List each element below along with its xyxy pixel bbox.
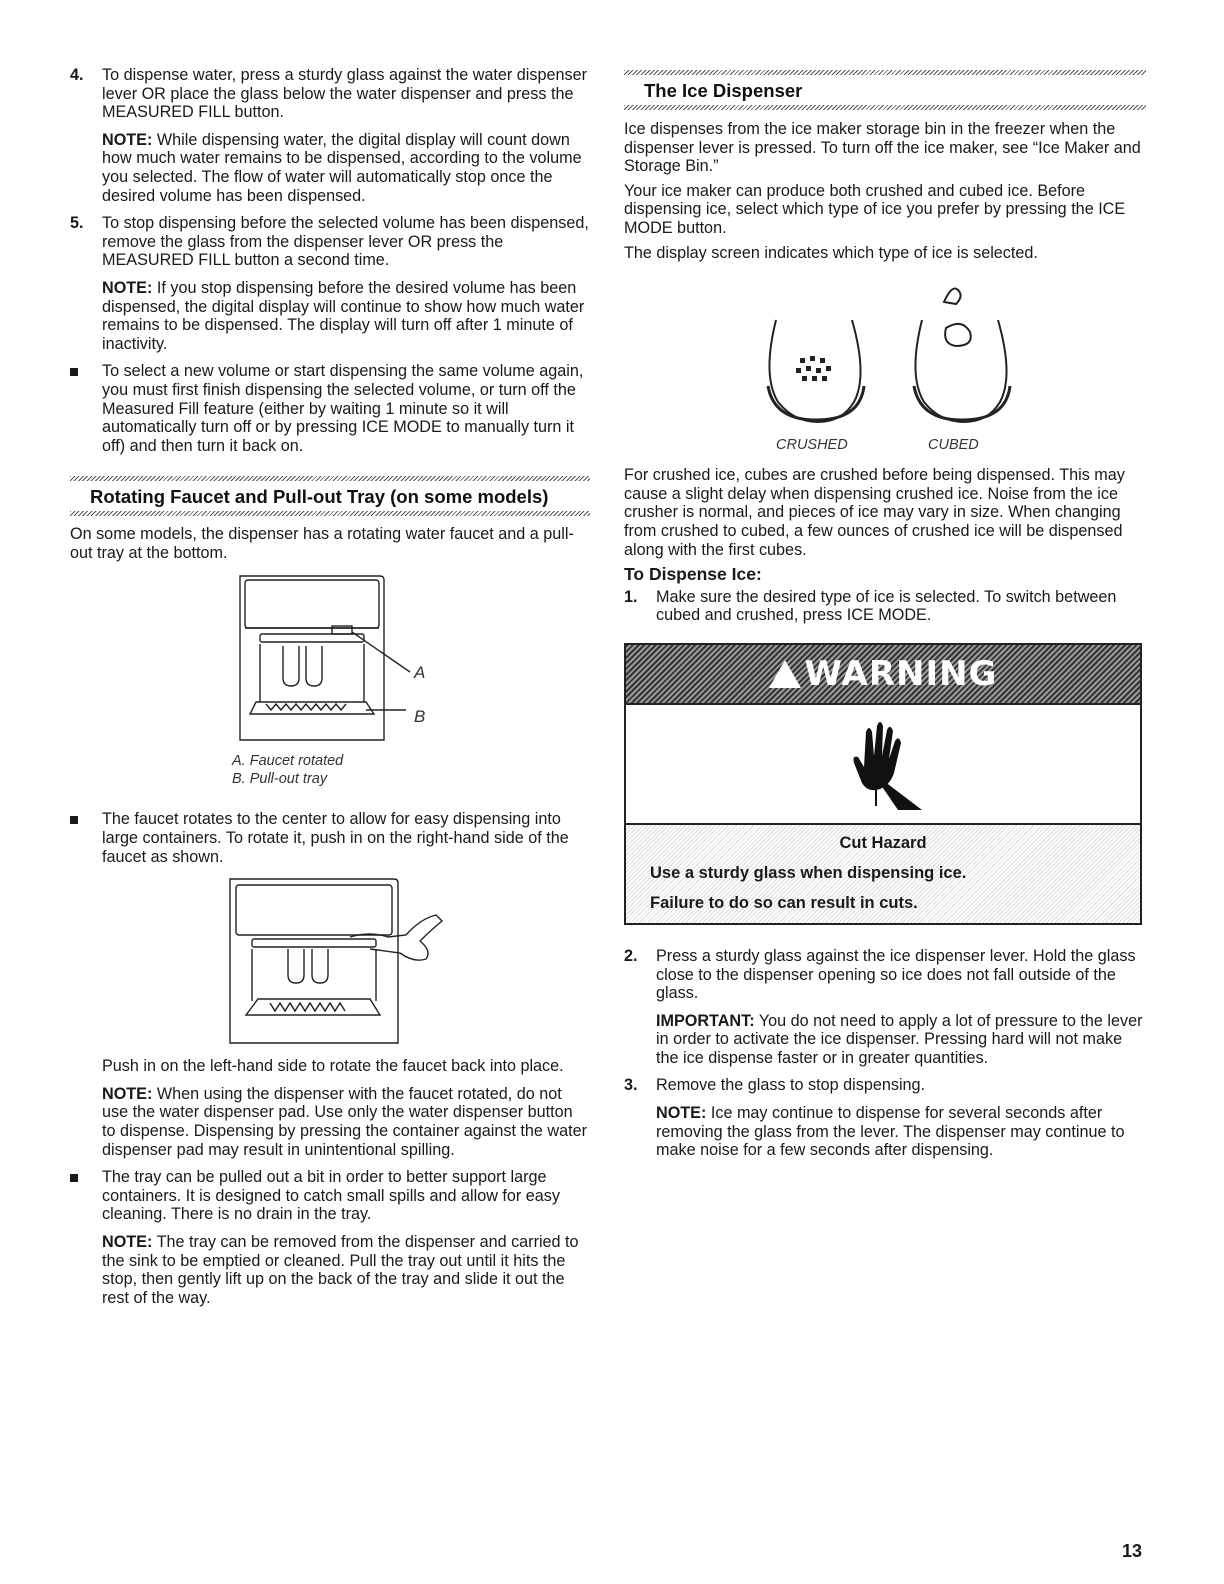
warning-text <box>626 825 1140 923</box>
step-text: Make sure the desired type of ice is selected. To switch between cubed and crushed, press ICE MODE. <box>656 587 1117 625</box>
note-label: NOTE: <box>656 1104 707 1123</box>
ice-step-2-important <box>624 1012 1146 1068</box>
step-text: To dispense water, press a sturdy glass against the water dispenser lever OR place the glass below the water dispenser and press the MEASURED FILL button. <box>102 66 587 122</box>
bullet-faucet-rotates <box>70 810 590 866</box>
warning-title: WARNING <box>804 653 998 694</box>
note-label: NOTE: <box>102 278 153 297</box>
label-b: B <box>414 707 426 727</box>
section-heading-rotating-faucet: Rotating Faucet and Pull-out Tray (on some models) <box>90 486 549 508</box>
left-column <box>70 66 590 1316</box>
ice-step-1 <box>624 588 1146 625</box>
cut-hazard-icon-panel <box>626 703 1140 825</box>
warning-box <box>624 643 1142 925</box>
ice-mode-labels <box>624 436 1146 458</box>
section-rule-bottom <box>624 105 1146 110</box>
important-label: IMPORTANT: <box>656 1011 755 1030</box>
ice-step-2 <box>624 947 1146 1003</box>
note-text: While dispensing water, the digital display will count down how much water remains to be dispensed, according to the volume you selected. The flow of water will automatically stop once the desired volume has been dispensed. <box>102 130 582 205</box>
ice-step-3-note <box>624 1104 1146 1160</box>
figure-caption <box>70 752 590 788</box>
note-label: NOTE: <box>102 130 153 149</box>
bullet-new-volume <box>70 362 590 455</box>
step-number: 2. <box>624 946 638 965</box>
note-label: NOTE: <box>102 1233 153 1251</box>
ice-paragraph-2: Your ice maker can produce both crushed and cubed ice. Before dispensing ice, select which type of ice you prefer by pressing the ICE MODE button. <box>624 181 1126 237</box>
note-text: If you stop dispensing before the desired volume has been dispensed, the digital display will continue to show how much water remains to be dispensed. The display will turn off after 1 minute of inactivity. <box>102 278 585 353</box>
warning-line-1: Use a sturdy glass when dispensing ice. <box>650 863 967 882</box>
dispenser-push-illustration <box>70 875 590 1047</box>
page-number: 13 <box>1122 1541 1143 1561</box>
section-rule-bottom <box>70 511 590 516</box>
warning-banner <box>626 645 1140 703</box>
bullet-tray <box>70 1168 590 1224</box>
step-number: 5. <box>70 214 84 233</box>
tray-note <box>70 1233 590 1307</box>
note-text: The tray can be removed from the dispenser and carried to the sink to be emptied or cleaned. Pull the tray out until it hits the stop, then gently lift up on the back of the tray and slide it out the rest of the way. <box>102 1233 579 1307</box>
warning-triangle-icon <box>769 660 801 688</box>
push-left-text: Push in on the left-hand side to rotate the faucet back into place. <box>102 1057 564 1076</box>
bullet-text: To select a new volume or start dispensing the same volume again, you must first finish dispensing the selected volume, or turn off the Measured Fill feature (either by waiting 1 minute so it will automatically turn off or by pressing ICE MODE to manually turn it off) and then turn it back on. <box>102 362 584 455</box>
bullet-marker <box>70 368 78 376</box>
note-text: When using the dispenser with the faucet rotated, do not use the water dispenser pad. Use only the water dispenser button to dispense. Dispensing by pressing the container against the water dispenser pad may result in unintentional spilling. <box>102 1084 588 1159</box>
bullet-text: The tray can be pulled out a bit in order to better support large containers. It is designed to catch small spills and allow for easy cleaning. There is no drain in the tray. <box>102 1168 560 1224</box>
hazard-title: Cut Hazard <box>839 833 927 852</box>
right-column <box>624 70 1146 1169</box>
label-a: A <box>414 663 426 683</box>
ice-mode-icons <box>624 276 1146 426</box>
dispenser-figure-push <box>70 875 590 1047</box>
section-intro: On some models, the dispenser has a rotating water faucet and a pull-out tray at the bottom. <box>70 525 574 562</box>
subhead-to-dispense-ice: To Dispense Ice: <box>624 564 762 585</box>
step-text: Press a sturdy glass against the ice dispenser lever. Hold the glass close to the dispenser opening so ice does not fall outside of the glass. <box>656 946 1136 1003</box>
ice-paragraph-1: Ice dispenses from the ice maker storage bin in the freezer when the dispenser lever is pressed. To turn off the ice maker, see “Ice Maker and Storage Bin.” <box>624 120 1141 176</box>
section-heading-ice-dispenser: The Ice Dispenser <box>644 80 803 101</box>
warning-line-2: Failure to do so can result in cuts. <box>650 893 918 912</box>
bullet-marker <box>70 816 78 824</box>
ice-mode-figure <box>624 276 1146 426</box>
ice-step-3 <box>624 1076 1146 1095</box>
important-text: You do not need to apply a lot of pressure to the lever in order to activate the ice dispenser. Pressing hard will not make the ice dispense faster or in greater quantities. <box>656 1011 1143 1067</box>
step-5-note <box>70 279 590 353</box>
note-label: NOTE: <box>102 1084 153 1103</box>
caption-b: B. Pull-out tray <box>232 771 328 788</box>
caption-a: A. Faucet rotated <box>232 753 344 770</box>
bullet-marker <box>70 1174 78 1182</box>
note-text: Ice may continue to dispense for several seconds after removing the glass from the lever. The dispenser may continue to make noise for a few seconds after dispensing. <box>656 1104 1125 1160</box>
ice-paragraph-4: For crushed ice, cubes are crushed before being dispensed. This may cause a slight delay when dispensing crushed ice. Noise from the ice crusher is normal, and pieces of ice may vary in size. When changing from crushed to cubed, a few ounces of crushed ice will be dispensed along with the first cubes. <box>624 466 1125 559</box>
dispenser-rotated-illustration <box>70 574 590 742</box>
step-number: 3. <box>624 1076 638 1095</box>
step-number: 1. <box>624 587 638 606</box>
step-4-note <box>70 131 590 205</box>
cut-hand-icon <box>838 714 928 814</box>
step-5 <box>70 214 590 270</box>
step-number: 4. <box>70 66 84 84</box>
step-text: To stop dispensing before the selected volume has been dispensed, remove the glass from the dispenser lever OR press the MEASURED FILL button a second time. <box>102 214 589 270</box>
step-4 <box>70 66 590 122</box>
label-cubed: CUBED <box>928 437 979 454</box>
step-text: Remove the glass to stop dispensing. <box>656 1076 926 1095</box>
rotated-note <box>70 1085 590 1159</box>
bullet-text: The faucet rotates to the center to allow for easy dispensing into large containers. To rotate it, push in on the right-hand side of the faucet as shown. <box>102 810 569 866</box>
label-crushed: CRUSHED <box>776 437 848 454</box>
ice-paragraph-3: The display screen indicates which type of ice is selected. <box>624 243 1038 262</box>
dispenser-figure-rotated <box>70 574 590 742</box>
